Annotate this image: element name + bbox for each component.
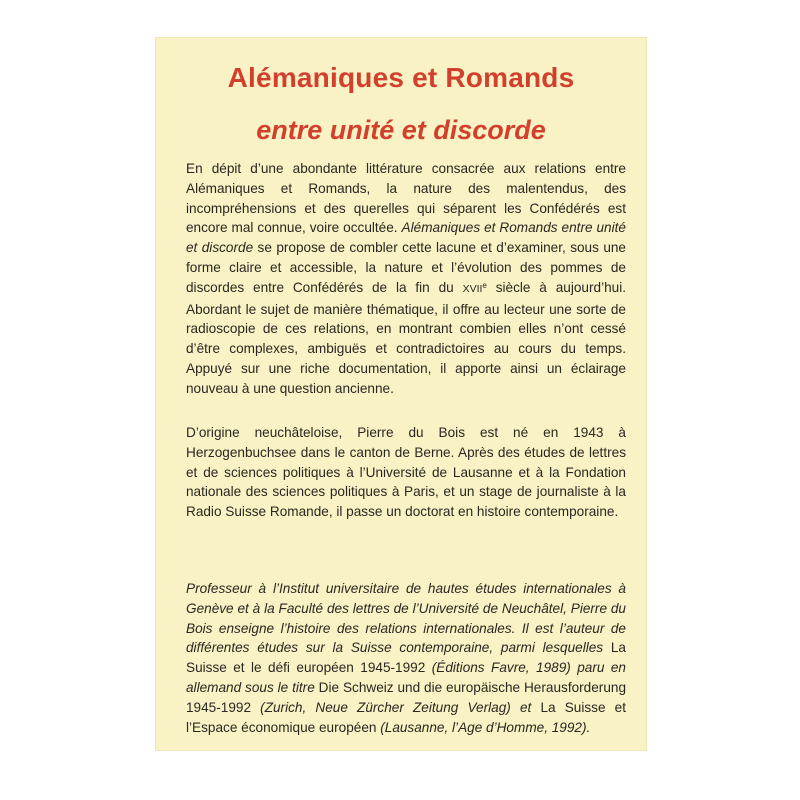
book-title: Alémaniques et Romands (227, 62, 575, 93)
author-career-paragraph (186, 579, 626, 737)
book-back-cover (156, 38, 646, 750)
career-book-2: Die Schweiz und die europäische Herausforderung 1945-1992 (186, 679, 627, 715)
summary-paragraph (186, 159, 626, 399)
summary-text-1: En dépit d’une abondante littérature consacrée aux relations entre Alémaniques et Romands, la nature des malentendus, des incompréhensions et des querelles qui séparent les Confédérés est encore mal connue, voire occultée. (186, 161, 626, 236)
summary-text-2: se propose de combler cette lacune et d’examiner, sous une forme claire et accessible, la nature et l’évolution des pommes de discordes entre Confédérés de la fin du (186, 240, 626, 295)
century-superscript: e (482, 280, 487, 290)
book-subtitle: entre unité et discorde (256, 115, 546, 145)
career-book-1: La Suisse et le défi européen 1945-1992 (186, 640, 626, 676)
career-text-4: (Lausanne, l’Age d’Homme, 1992). (376, 719, 591, 735)
career-text-2: (Éditions Favre, 1989) paru en allemand sous le titre (186, 660, 626, 695)
career-text-1: Professeur à l’Institut universitaire de hautes études internationales à Genève et à la Faculté des lettres de l’Université de Neuchâtel, Pierre du Bois enseigne l’histoire des relations internationales. Il est l’auteur de différentes études sur la Suisse contemporaine, parmi lesquelles (186, 581, 626, 656)
author-bio-paragraph: D’origine neuchâteloise, Pierre du Bois est né en 1943 à Herzogenbuchsee dans le canton de Berne. Après des études de lettres et de sciences politiques à l’Université de Lausanne et à la Fondation nationale des sciences politiques à Paris, et un stage de journaliste à la Radio Suisse Romande, il passe un doctorat en histoire contemporaine. (186, 425, 626, 520)
century-numeral: XVII (462, 282, 483, 295)
summary-text-3: siècle à aujourd’hui. Abordant le sujet de manière thématique, il offre au lecteur une sorte de radioscopie de ces relations, en montrant combien elles n’ont cessé d’être complexes, ambiguës et contradictoires au cours du temps. Appuyé sur une riche documentation, il apporte ainsi un éclairage nouveau à une question ancienne. (186, 279, 627, 396)
summary-book-title: Alémaniques et Romands entre unité et discorde (186, 220, 626, 256)
career-book-3: La Suisse et l’Espace économique européen (186, 699, 627, 735)
career-text-3: (Zurich, Neue Zürcher Zeitung Verlag) et (251, 699, 541, 715)
